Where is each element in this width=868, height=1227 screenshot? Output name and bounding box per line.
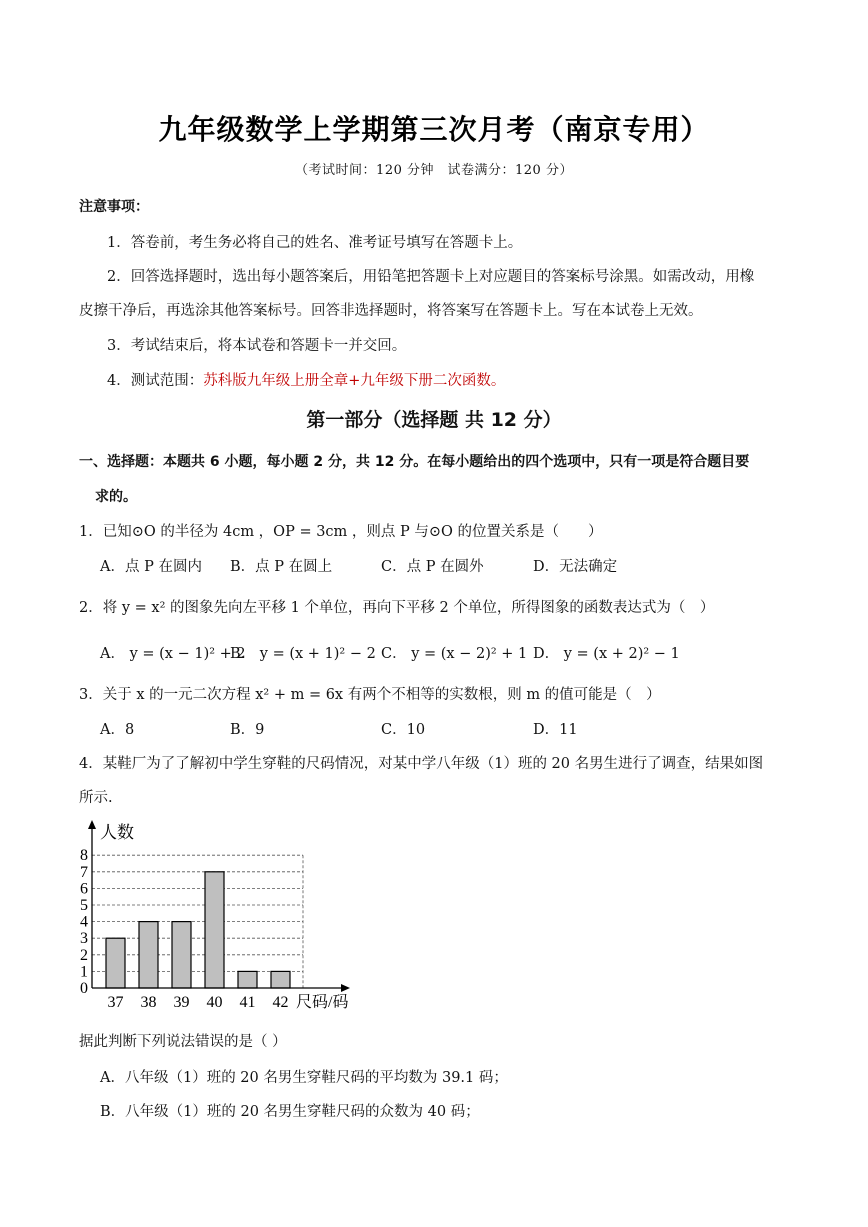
q4-question: 据此判断下列说法错误的是（ ） — [79, 1034, 287, 1050]
x-axis-label: 尺码/码 — [296, 994, 349, 1011]
bar-40 — [205, 872, 224, 988]
notice-item-3: 3．考试结束后，将本试卷和答题卡一并交回。 — [107, 338, 407, 354]
q3-option-a: A．8 — [100, 722, 135, 738]
y-tick-label: 3 — [80, 930, 88, 948]
y-tick-label: 1 — [80, 963, 88, 981]
test-scope: 苏科版九年级上册全章+九年级下册二次函数。 — [203, 373, 506, 389]
x-tick-label: 38 — [140, 994, 157, 1011]
q2-stem: 2．将 y = x² 的图象先向左平移 1 个单位，再向下平移 2 个单位，所得图象的函数表达式为（ ） — [79, 600, 715, 616]
y-tick-label: 7 — [80, 863, 88, 881]
x-tick-label: 39 — [173, 994, 190, 1011]
q1-option-a: A．点 P 在圆内 — [100, 559, 202, 575]
q1-option-c: C．点 P 在圆外 — [381, 559, 484, 575]
q1-stem: 1．已知⊙O 的半径为 4cm ，OP = 3cm ，则点 P 与⊙O 的位置关系是（ ） — [79, 524, 603, 540]
bar-37 — [106, 938, 125, 988]
q3-option-c: C．10 — [381, 722, 426, 738]
q4-stem-a: 4．某鞋厂为了了解初中学生穿鞋的尺码情况，对某中学八年级（1）班的 20 名男生进行了调查，结果如图 — [79, 756, 764, 772]
bar-39 — [172, 922, 191, 988]
notice-item-2a: 2．回答选择题时，选出每小题答案后，用铅笔把答题卡上对应题目的答案标号涂黑。如需改动，用橡 — [107, 269, 755, 285]
bar-42 — [271, 971, 290, 988]
x-tick-label: 42 — [272, 994, 289, 1011]
part1-heading: 第一部分（选择题 共 12 分） — [306, 409, 562, 431]
exam-subtitle: （考试时间：120 分钟 试卷满分：120 分） — [295, 163, 573, 178]
q3-stem: 3．关于 x 的一元二次方程 x² + m = 6x 有两个不相等的实数根，则 m 的值可能是（ ） — [79, 687, 661, 703]
notice-item-4 — [107, 369, 505, 390]
q4-stem-b: 所示. — [79, 790, 113, 806]
y-tick-label: 2 — [80, 946, 88, 964]
notice-heading: 注意事项： — [79, 199, 149, 215]
q2-option-b: B． y = (x + 1)² − 2 — [230, 646, 376, 662]
x-tick-label: 40 — [206, 994, 223, 1011]
x-axis-arrow — [341, 984, 350, 992]
y-tick-label: 4 — [80, 913, 88, 931]
y-tick-label: 0 — [80, 980, 88, 997]
q2-option-d: D． y = (x + 2)² − 1 — [533, 646, 680, 662]
y-tick-label: 8 — [80, 847, 88, 865]
q3-option-d: D．11 — [533, 722, 578, 738]
q2-option-c: C． y = (x − 2)² + 1 — [381, 646, 528, 662]
y-axis-label: 人数 — [100, 823, 134, 842]
x-tick-label: 37 — [107, 994, 124, 1011]
bar-38 — [139, 922, 158, 988]
chart-bars — [106, 872, 290, 988]
section-instruction-a: 一、选择题：本题共 6 小题，每小题 2 分，共 12 分。在每小题给出的四个选项中，只有一项是符合题目要 — [79, 454, 750, 470]
q2-option-a: A． y = (x − 1)² + 2 — [100, 646, 246, 662]
exam-title: 九年级数学上学期第三次月考（南京专用） — [158, 113, 710, 146]
section-instruction-b: 求的。 — [95, 489, 137, 505]
y-tick-label: 5 — [80, 897, 88, 914]
notice-item-1: 1．答卷前，考生务必将自己的姓名、准考证号填写在答题卡上。 — [107, 235, 523, 251]
q1-option-b: B．点 P 在圆上 — [230, 559, 333, 575]
q4-option-b: B．八年级（1）班的 20 名男生穿鞋尺码的众数为 40 码； — [100, 1104, 480, 1120]
notice-item-2b: 皮擦干净后，再选涂其他答案标号。回答非选择题时，将答案写在答题卡上。写在本试卷上无效。 — [79, 303, 703, 319]
bar-41 — [238, 971, 257, 988]
notice-item-4-prefix: 4．测试范围： — [107, 373, 204, 389]
y-tick-label: 6 — [80, 880, 88, 898]
x-tick-label: 41 — [239, 994, 256, 1011]
q1-option-d: D．无法确定 — [533, 559, 618, 575]
shoe-size-bar-chart — [70, 818, 370, 1014]
chart-y-ticks — [80, 847, 88, 997]
chart-x-ticks — [108, 994, 289, 1011]
q4-option-a: A．八年级（1）班的 20 名男生穿鞋尺码的平均数为 39.1 码； — [100, 1070, 508, 1086]
q3-option-b: B．9 — [230, 722, 265, 738]
y-axis-arrow — [88, 820, 96, 829]
